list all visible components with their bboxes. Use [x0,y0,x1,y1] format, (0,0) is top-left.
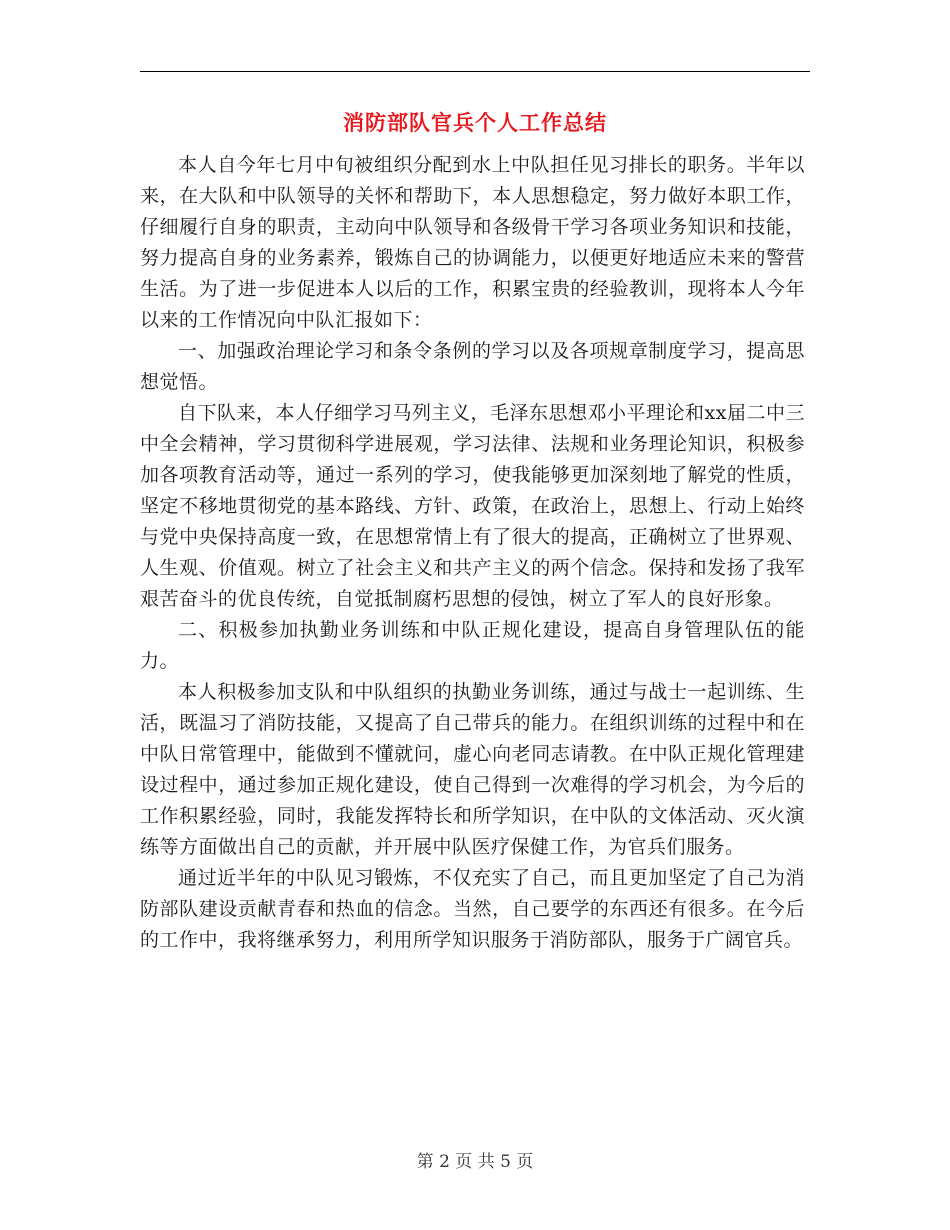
section-heading-2: 二、积极参加执勤业务训练和中队正规化建设，提高自身管理队伍的能力。 [140,619,805,672]
paragraph-training: 本人积极参加支队和中队组织的执勤业务训练，通过与战士一起训练、生活，既温习了消防技能，又提高了自己带兵的能力。在组织训练的过程中和在中队日常管理中，能做到不懂就问，虚心向老同志请教。在中队正规化管理建设过程中，通过参加正规化建设，使自己得到一次难得的学习机会，为今后的工作积累经验，同时，我能发挥特长和所学知识，在中队的文体活动、灭火演练等方面做出自己的贡献，并开展中队医疗保健工作，为官兵们服务。 [140,681,805,858]
paragraph-intro: 本人自今年七月中旬被组织分配到水上中队担任见习排长的职务。半年以来，在大队和中队领导的关怀和帮助下，本人思想稳定，努力做好本职工作，仔细履行自身的职责，主动向中队领导和各级骨干学习各项业务知识和技能，努力提高自身的业务素养，锻炼自己的协调能力，以便更好地适应未来的警营生活。为了进一步促进本人以后的工作，积累宝贵的经验教训，现将本人今年以来的工作情况向中队汇报如下： [140,154,805,331]
page-number-footer: 第 2 页 共 5 页 [416,1152,534,1172]
document-title: 消防部队官兵个人工作总结 [343,111,607,135]
document-body [140,150,805,956]
header-rule [140,71,810,72]
paragraph-political-study: 自下队来，本人仔细学习马列主义，毛泽东思想邓小平理论和xx届二中三中全会精神，学习贯彻科学进展观，学习法律、法规和业务理论知识，积极参加各项教育活动等，通过一系列的学习，使我能够更加深刻地了解党的性质，坚定不移地贯彻党的基本路线、方针、政策，在政治上，思想上、行动上始终与党中央保持高度一致，在思想常情上有了很大的提高，正确树立了世界观、人生观、价值观。树立了社会主义和共产主义的两个信念。保持和发扬了我军艰苦奋斗的优良传统，自觉抵制腐朽思想的侵蚀，树立了军人的良好形象。 [140,402,805,610]
section-heading-1: 一、加强政治理论学习和条令条例的学习以及各项规章制度学习，提高思想觉悟。 [140,340,805,393]
paragraph-conclusion: 通过近半年的中队见习锻炼，不仅充实了自己，而且更加坚定了自己为消防部队建设贡献青春和热血的信念。当然，自己要学的东西还有很多。在今后的工作中，我将继承努力，利用所学知识服务于消防部队，服务于广阔官兵。 [140,867,805,951]
